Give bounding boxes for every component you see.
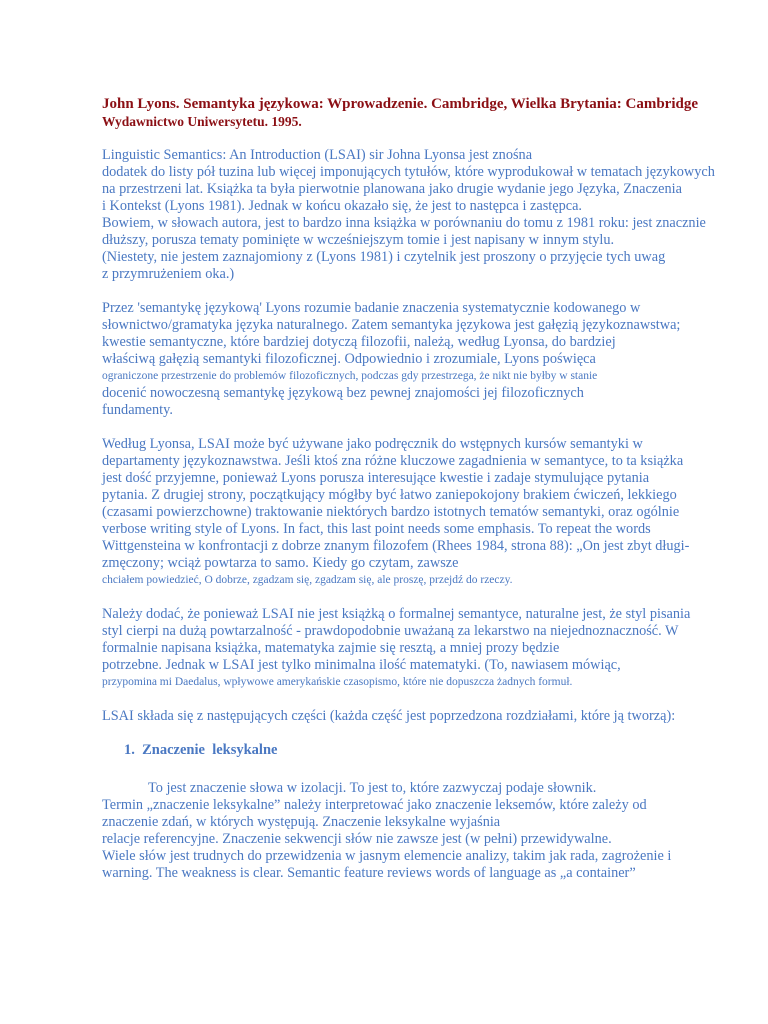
text-line: dłuższy, porusza tematy pominięte w wcześniejszym tomie i jest napisany w innym stylu.	[102, 232, 615, 248]
list-title: Znaczenie leksykalne	[142, 742, 278, 758]
paragraph-1	[102, 147, 766, 283]
text-line: verbose writing style of Lyons. In fact, this last point needs some emphasis. To repeat the words	[102, 521, 651, 537]
text-line: właściwą gałęzią semantyki filozoficznej. Odpowiednio i zrozumiale, Lyons poświęca	[102, 351, 596, 367]
text-line: kwestie semantyczne, które bardziej dotyczą filozofii, należą, według Lyonsa, do bardziej	[102, 334, 616, 350]
heading-line-1: John Lyons. Semantyka językowa: Wprowadzenie. Cambridge, Wielka Brytania: Cambridge	[102, 96, 699, 112]
text-line: słownictwo/gramatyka języka naturalnego. Zatem semantyka językowa jest gałęzią językoznawstwa;	[102, 317, 681, 333]
text-line: dodatek do listy pół tuzina lub więcej imponujących tytułów, które wyprodukował w tematach językowych	[102, 164, 715, 180]
text-line: zmęczony; wciąż powtarza to samo. Kiedy go czytam, zawsze	[102, 555, 459, 571]
text-line: docenić nowoczesną semantykę językową bez pewnej znajomości jej filozoficznych	[102, 385, 584, 401]
text-line: Wittgensteina w konfrontacji z dobrze znanym filozofem (Rhees 1984, strona 88): „On jest zbyt długi-	[102, 538, 690, 554]
document-page	[102, 96, 766, 882]
text-line: potrzebne. Jednak w LSAI jest tylko minimalna ilość matematyki. (To, nawiasem mówiąc,	[102, 657, 621, 673]
text-line: Według Lyonsa, LSAI może być używane jako podręcznik do wstępnych kursów semantyki w	[102, 436, 643, 452]
text-line: ograniczone przestrzenie do problemów filozoficznych, podczas gdy przestrzega, że nikt nie byłby w stanie	[102, 370, 598, 382]
text-line: formalnie napisana książka, matematyka zajmie się resztą, a mniej prozy będzie	[102, 640, 560, 656]
text-line: jest dość przyjemne, ponieważ Lyons porusza interesujące kwestie i zadaje stymulujące pytania	[102, 470, 650, 486]
text-line: (czasami powierzchowne) traktowanie niektórych bardzo istotnych tematów semantyki, oraz ogólnie	[102, 504, 680, 520]
paragraph-6	[102, 780, 766, 882]
paragraph-2	[102, 300, 766, 419]
text-line: To jest znaczenie słowa w izolacji. To jest to, które zazwyczaj podaje słownik.	[148, 780, 597, 796]
paragraph-5	[102, 708, 766, 725]
text-line: departamenty językoznawstwa. Jeśli ktoś zna różne kluczowe zagadnienia w semantyce, to ta książka	[102, 453, 684, 469]
text-line: styl cierpi na dużą powtarzalność - prawdopodobnie uważaną za lekarstwo na niejednoznaczność. W	[102, 623, 679, 639]
text-line: pytania. Z drugiej strony, początkujący mógłby być łatwo zaniepokojony brakiem ćwiczeń, lekkiego	[102, 487, 677, 503]
list-number: 1.	[124, 742, 135, 758]
text-line: LSAI składa się z następujących części (każda część jest poprzedzona rozdziałami, które ją tworzą):	[102, 708, 676, 724]
heading-line-2: Wydawnictwo Uniwersytetu. 1995.	[102, 114, 302, 129]
text-line: relacje referencyjne. Znaczenie sekwencji słów nie zawsze jest (w pełni) przewidywalne.	[102, 831, 612, 847]
text-line: Termin „znaczenie leksykalne” należy interpretować jako znaczenie leksemów, które zależy od	[102, 797, 647, 813]
text-line: warning. The weakness is clear. Semantic feature reviews words of language as „a container”	[102, 865, 636, 881]
text-line: fundamenty.	[102, 402, 173, 418]
text-line: i Kontekst (Lyons 1981). Jednak w końcu okazało się, że jest to następca i zastępca.	[102, 198, 582, 214]
text-line: przypomina mi Daedalus, wpływowe amerykańskie czasopismo, które nie dopuszcza żadnych formuł.	[102, 676, 573, 688]
text-line: z przymrużeniem oka.)	[102, 266, 235, 282]
text-line: Bowiem, w słowach autora, jest to bardzo inna książka w porównaniu do tomu z 1981 roku: jest znacznie	[102, 215, 706, 231]
text-line: (Niestety, nie jestem zaznajomiony z (Lyons 1981) i czytelnik jest proszony o przyjęcie tych uwag	[102, 249, 666, 265]
text-line: Przez 'semantykę językową' Lyons rozumie badanie znaczenia systematycznie kodowanego w	[102, 300, 641, 316]
text-line: Należy dodać, że ponieważ LSAI nie jest książką o formalnej semantyce, naturalne jest, że styl pisania	[102, 606, 691, 622]
document-heading	[102, 96, 766, 130]
list-item-heading	[124, 742, 766, 759]
text-line: na przestrzeni lat. Książka ta była pierwotnie planowana jako drugie wydanie jego Języka, Znaczenia	[102, 181, 682, 197]
text-line: Linguistic Semantics: An Introduction (LSAI) sir Johna Lyonsa jest znośna	[102, 147, 533, 163]
text-line: Wiele słów jest trudnych do przewidzenia w jasnym elemencie analizy, takim jak rada, zagrożenie i	[102, 848, 672, 864]
text-line: znaczenie zdań, w których występują. Znaczenie leksykalne wyjaśnia	[102, 814, 501, 830]
paragraph-3	[102, 436, 766, 589]
paragraph-4	[102, 606, 766, 691]
text-line: chciałem powiedzieć, O dobrze, zgadzam się, zgadzam się, ale proszę, przejdź do rzeczy.	[102, 574, 513, 586]
